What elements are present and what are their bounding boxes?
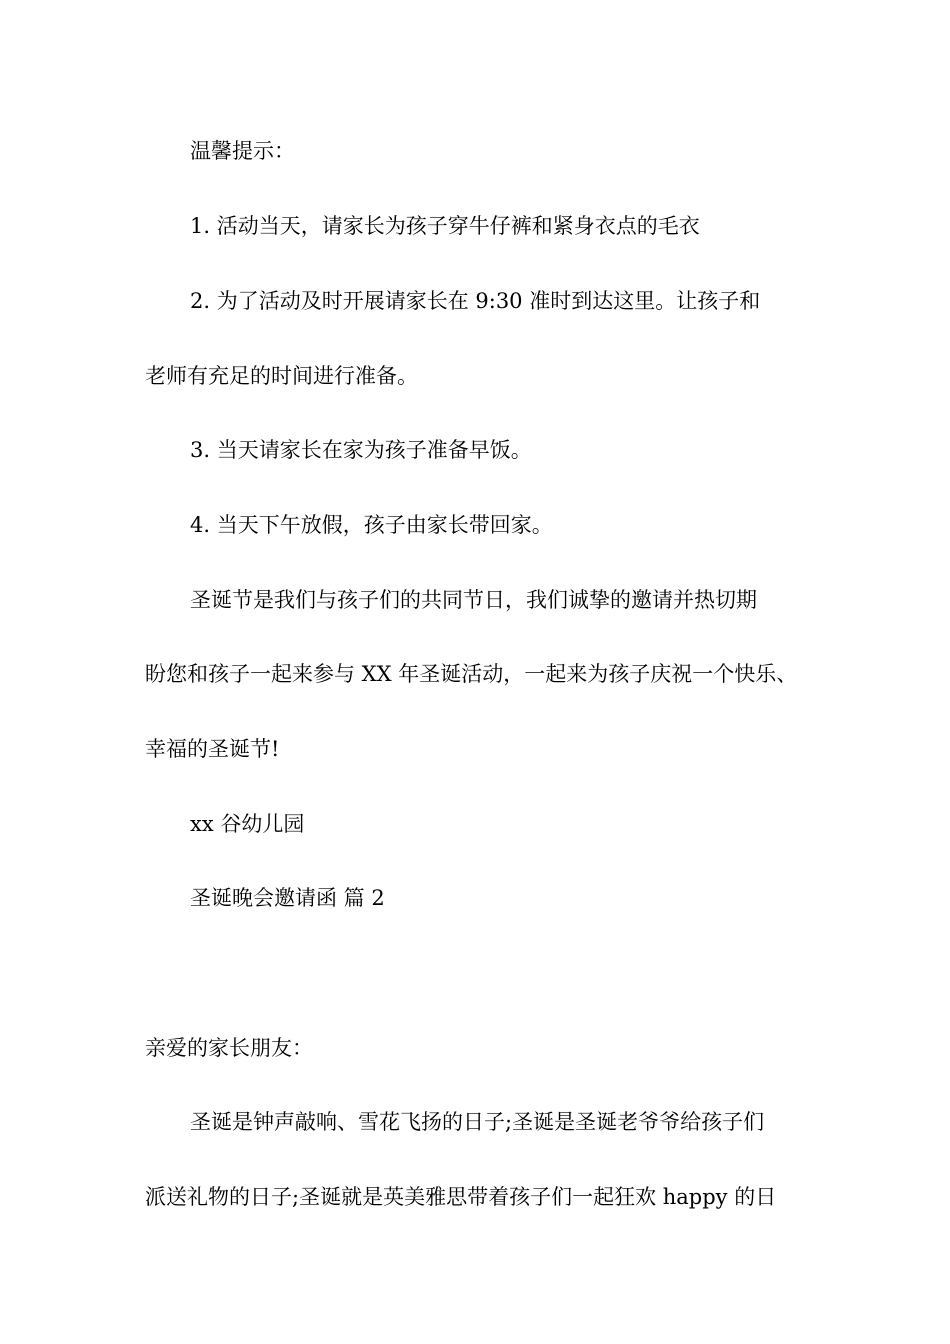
closing-paragraph-line-1: 圣诞节是我们与孩子们的共同节日，我们诚挚的邀请并热切期 — [190, 588, 757, 612]
tips-heading: 温馨提示： — [190, 139, 295, 163]
tip-1: 1. 活动当天，请家长为孩子穿牛仔裤和紧身衣点的毛衣 — [190, 214, 700, 238]
tip-3: 3. 当天请家长在家为孩子准备早饭。 — [190, 438, 532, 462]
body-paragraph-line-1: 圣诞是钟声敲响、雪花飞扬的日子;圣诞是圣诞老爷爷给孩子们 — [190, 1110, 765, 1134]
section-title: 圣诞晚会邀请函 篇 2 — [190, 886, 385, 910]
closing-paragraph-line-2: 盼您和孩子一起来参与 XX 年圣诞活动，一起来为孩子庆祝一个快乐、 — [145, 662, 798, 686]
tip-2-line-2: 老师有充足的时间进行准备。 — [145, 364, 418, 388]
salutation: 亲爱的家长朋友： — [145, 1036, 313, 1060]
body-paragraph-line-2: 派送礼物的日子;圣诞就是英美雅思带着孩子们一起狂欢 happy 的日 — [145, 1185, 777, 1209]
tip-4: 4. 当天下午放假，孩子由家长带回家。 — [190, 513, 553, 537]
signature: xx 谷幼儿园 — [190, 812, 305, 836]
tip-2-line-1: 2. 为了活动及时开展请家长在 9:30 准时到达这里。让孩子和 — [190, 289, 761, 313]
closing-paragraph-line-3: 幸福的圣诞节! — [145, 737, 280, 761]
